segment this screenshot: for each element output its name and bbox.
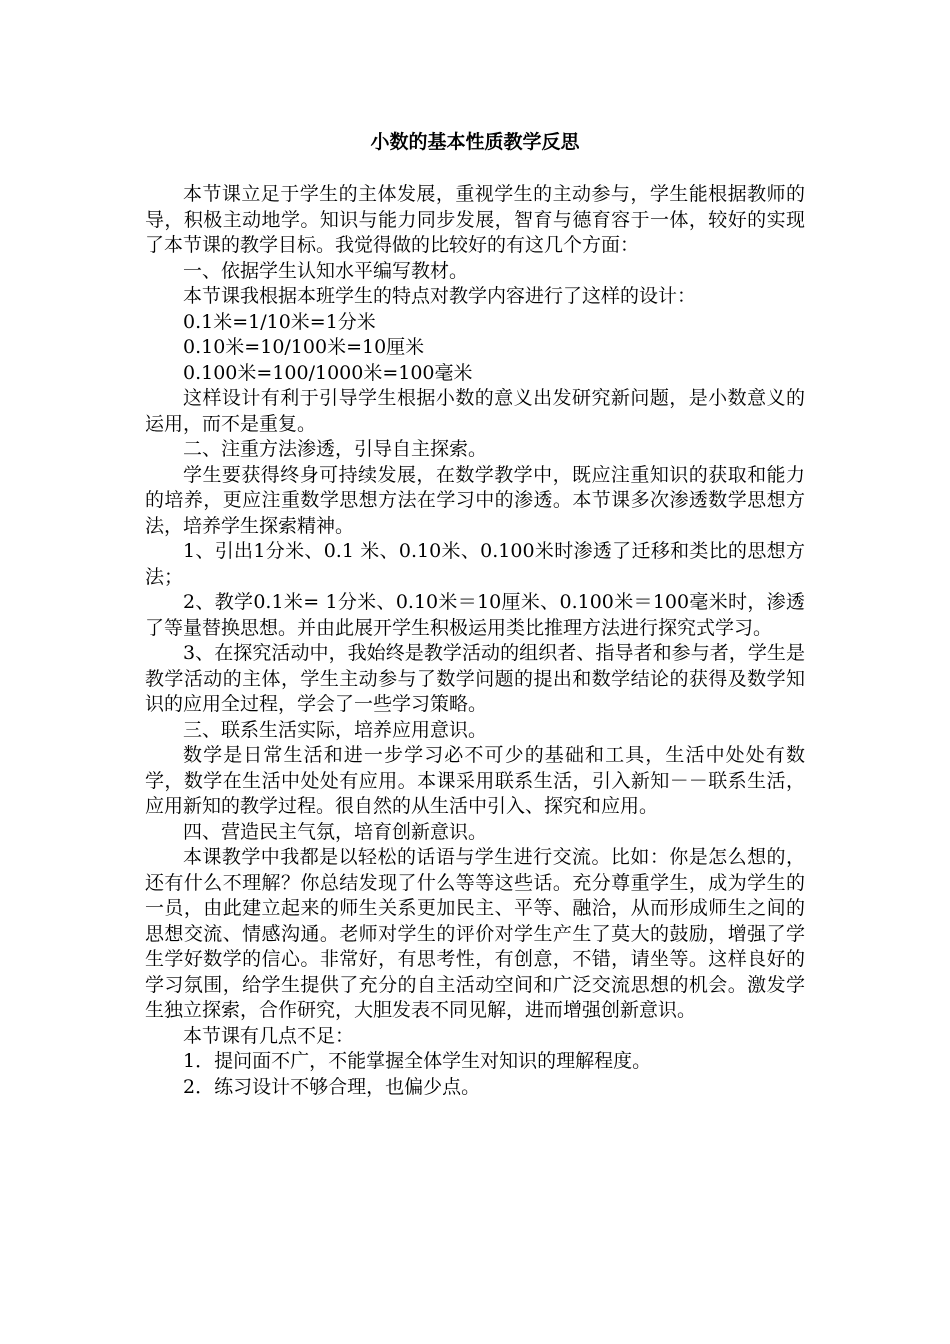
section-heading: 四、营造民主气氛，培育创新意识。 bbox=[183, 820, 488, 843]
paragraph: 本节课立足于学生的主体发展，重视学生的主动参与，学生能根据教师的导，积极主动地学。知识与能力同步发展，智育与德育容于一体，较好的实现了本节课的教学目标。我觉得做的比较好的有这几个方面： bbox=[145, 183, 805, 256]
list-item: 2．练习设计不够合理，也偏少点。 bbox=[183, 1075, 481, 1098]
formula-line: 0.100米=100/1000米=100毫米 bbox=[183, 361, 473, 384]
list-item: 3、在探究活动中，我始终是教学活动的组织者、指导者和参与者，学生是教学活动的主体，学生主动参与了数学问题的提出和数学结论的获得及数学知识的应用全过程，学会了一些学习策略。 bbox=[145, 642, 805, 715]
paragraph: 这样设计有利于引导学生根据小数的意义出发研究新问题，是小数意义的运用，而不是重复。 bbox=[145, 387, 805, 435]
list-item: 1．提问面不广，不能掌握全体学生对知识的理解程度。 bbox=[183, 1050, 652, 1072]
formula-line: 0.10米=10/100米=10厘米 bbox=[183, 336, 425, 358]
formula-line: 0.1米=1/10米=1分米 bbox=[183, 310, 376, 333]
paragraph: 数学是日常生活和进一步学习必不可少的基础和工具，生活中处处有数学，数学在生活中处处有应用。本课采用联系生活，引入新知－－联系生活，应用新知的教学过程。很自然的从生活中引入、探究和应用。 bbox=[145, 744, 805, 817]
paragraph: 本课教学中我都是以轻松的话语与学生进行交流。比如：你是怎么想的，还有什么不理解？你总结发现了什么等等这些话。充分尊重学生，成为学生的一员，由此建立起来的师生关系更加民主、平等、融洽，从而形成师生之间的思想交流、情感沟通。老师对学生的评价对学生产生了莫大的鼓励，增强了学生学好数学的信心。非常好，有思考性，有创意，不错，请坐等。这样良好的学习氛围，给学生提供了充分的自主活动空间和广泛交流思想的机会。激发学生独立探索，合作研究，大胆发表不同见解，进而增强创新意识。 bbox=[145, 846, 805, 1021]
section-heading: 二、注重方法渗透，引导自主探索。 bbox=[183, 438, 488, 460]
document-body bbox=[145, 182, 805, 1100]
paragraph: 本节课我根据本班学生的特点对教学内容进行了这样的设计： bbox=[183, 285, 697, 307]
list-item: 2、教学0.1米= 1分米、0.10米＝10厘米、0.100米＝100毫米时，渗透了等量替换思想。并由此展开学生积极运用类比推理方法进行探究式学习。 bbox=[145, 591, 805, 639]
list-item: 1、引出1分米、0.1 米、0.10米、0.100米时渗透了迁移和类比的思想方法； bbox=[145, 540, 805, 588]
paragraph: 学生要获得终身可持续发展，在数学教学中，既应注重知识的获取和能力的培养，更应注重数学思想方法在学习中的渗透。本节课多次渗透数学思想方法，培养学生探索精神。 bbox=[145, 463, 805, 537]
section-heading: 三、联系生活实际，培养应用意识。 bbox=[183, 718, 488, 741]
section-heading: 一、依据学生认知水平编写教材。 bbox=[183, 259, 469, 282]
paragraph: 本节课有几点不足： bbox=[183, 1024, 355, 1047]
document-title: 小数的基本性质教学反思 bbox=[370, 131, 580, 153]
